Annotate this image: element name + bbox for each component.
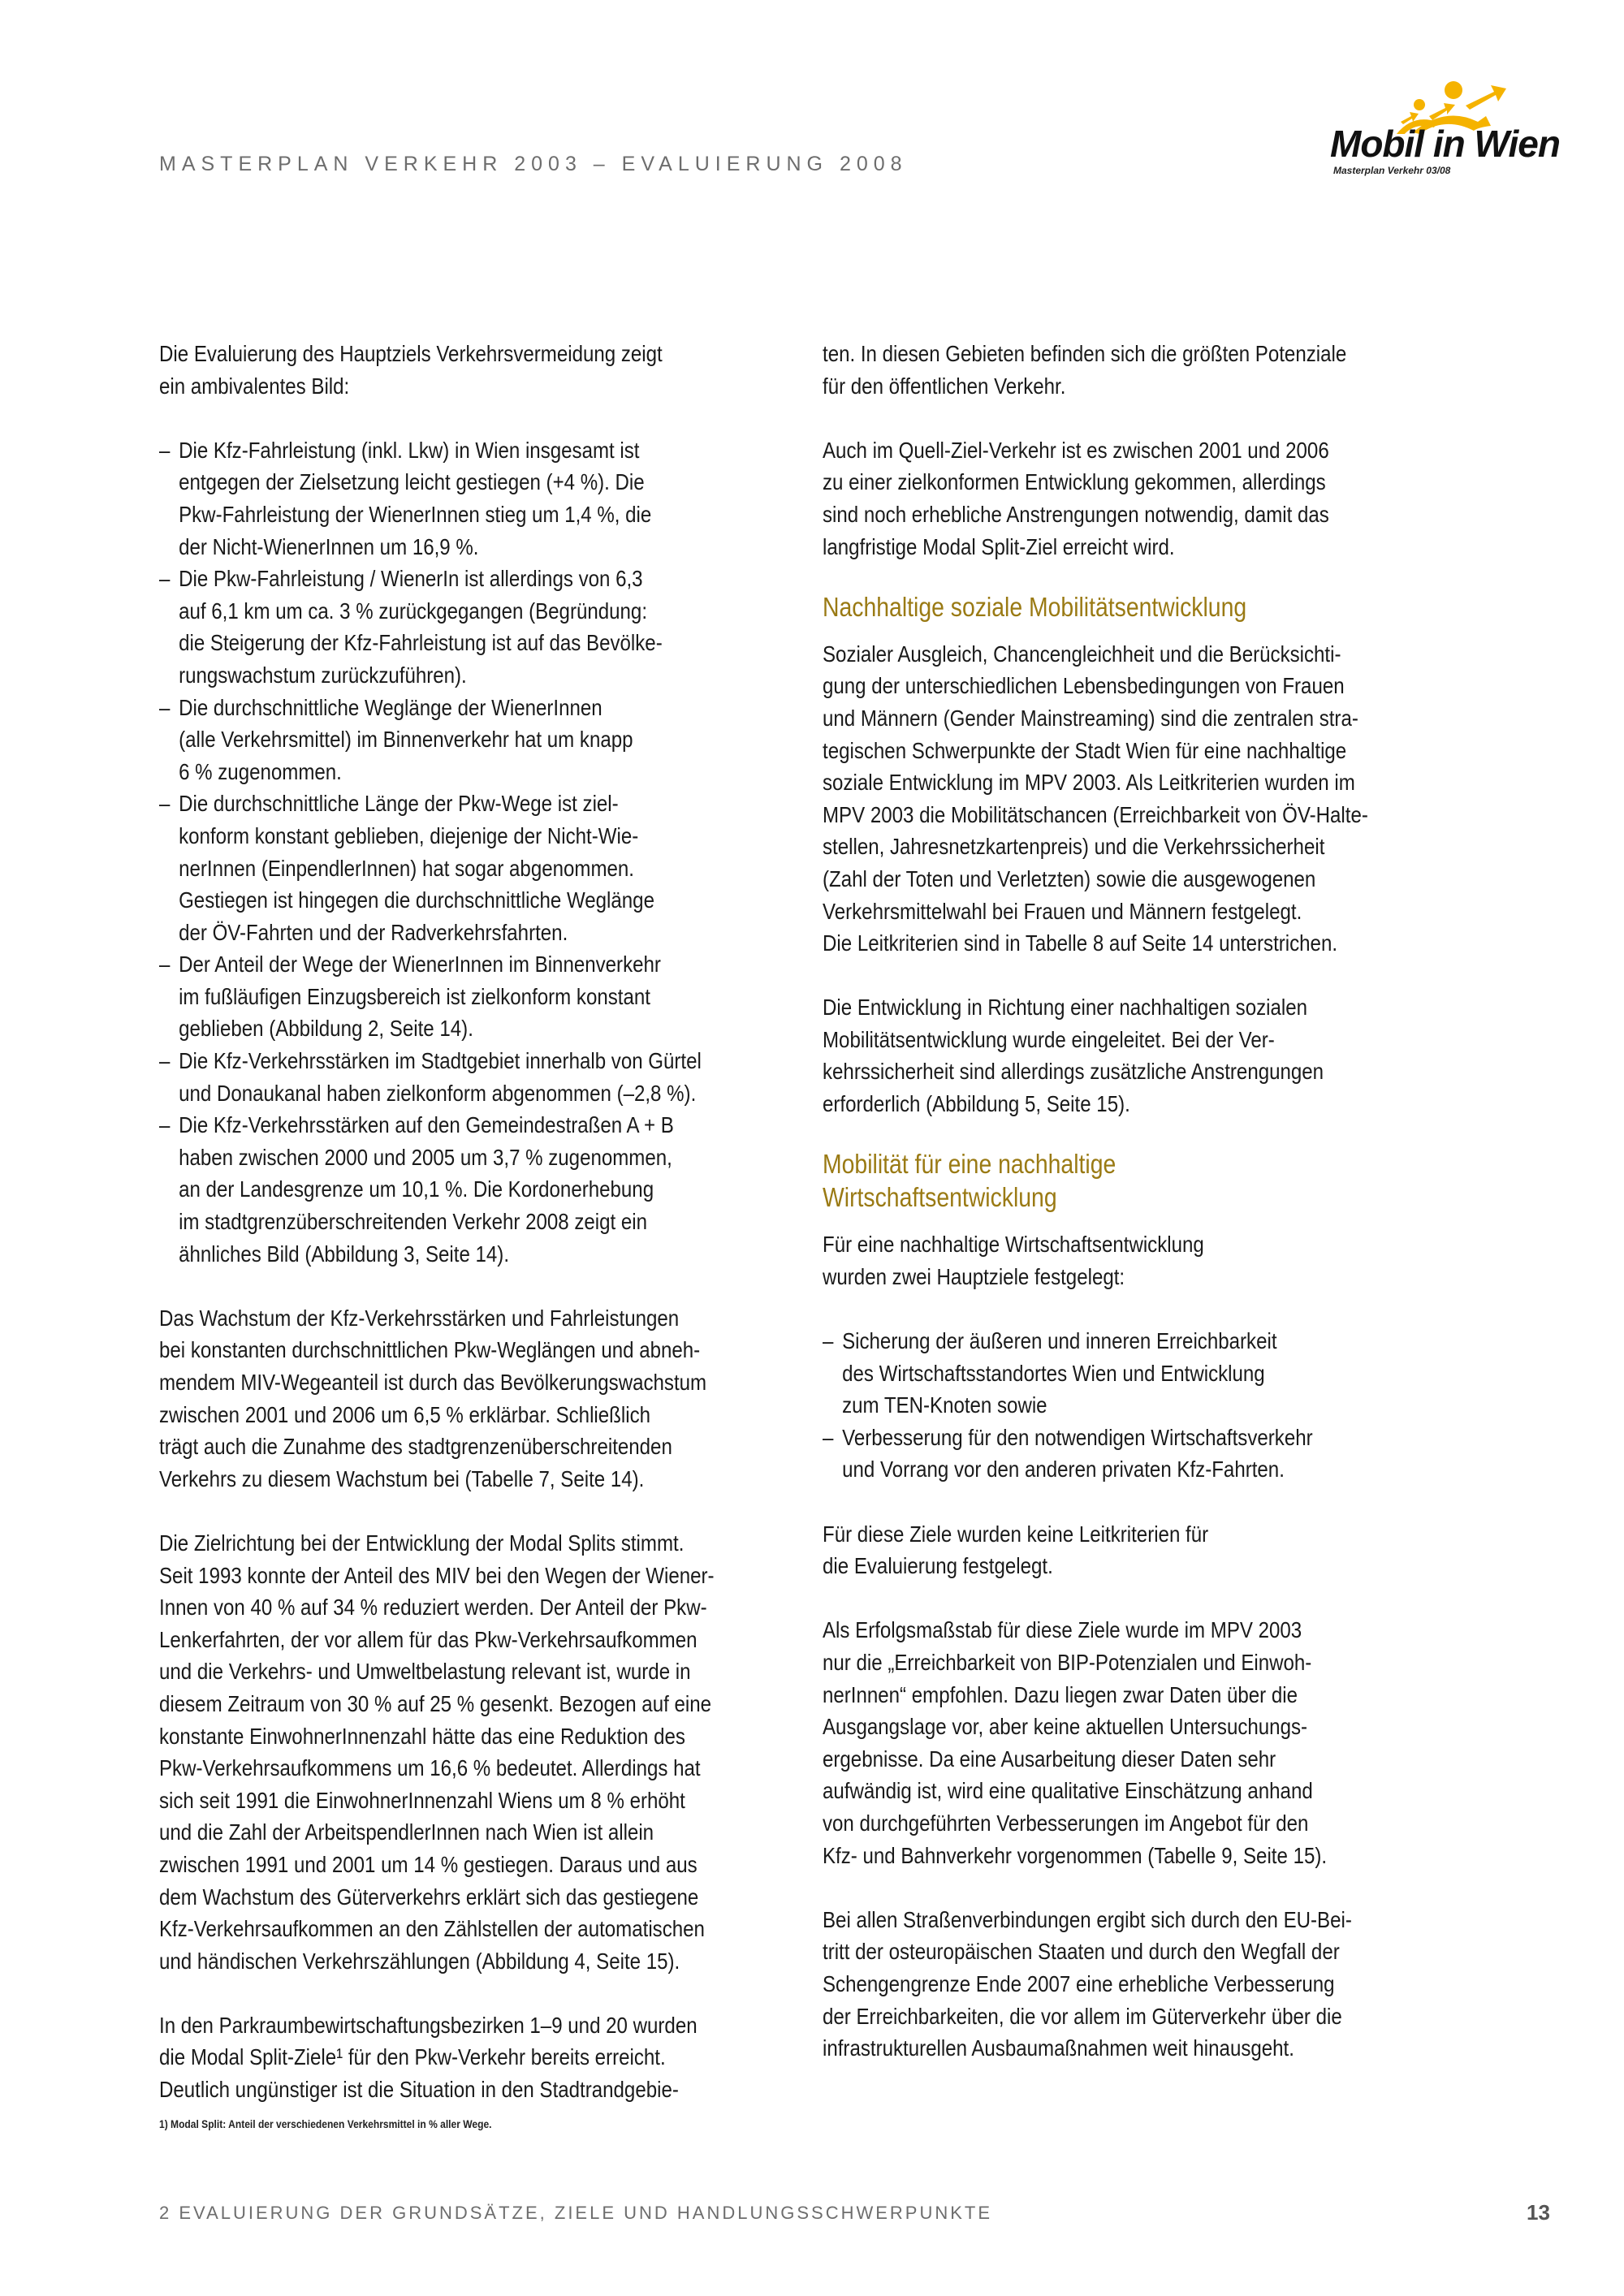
list-dash: – xyxy=(823,1424,834,1450)
text-line: Die durchschnittliche Länge der Pkw-Wege ist ziel- xyxy=(179,791,619,817)
text-line: Die Leitkriterien sind in Tabelle 8 auf Seite 14 unterstrichen. xyxy=(823,930,1338,956)
text-line: Verkehrsmittelwahl bei Frauen und Männern festgelegt. xyxy=(823,898,1302,924)
list-dash: – xyxy=(159,1048,171,1074)
text-line: und händischen Verkehrszählungen (Abbildung 4, Seite 15). xyxy=(159,1948,680,1974)
text-line: Als Erfolgsmaßstab für diese Ziele wurde im MPV 2003 xyxy=(823,1617,1302,1643)
list-item xyxy=(159,948,774,1045)
list-item xyxy=(159,1045,774,1109)
text-line: Kfz- und Bahnverkehr vorgenommen (Tabelle 9, Seite 15). xyxy=(823,1842,1328,1868)
text-line: und Männern (Gender Mainstreaming) sind die zentralen stra- xyxy=(823,705,1358,731)
list-item xyxy=(159,434,774,563)
text-line: für den öffentlichen Verkehr. xyxy=(823,373,1066,399)
logo-title: Mobil in Wien xyxy=(1330,123,1560,165)
text-line: Schengengrenze Ende 2007 eine erhebliche Verbesserung xyxy=(823,1970,1335,1996)
text-line: Pkw-Verkehrsaufkommens um 16,6 % bedeutet. Allerdings hat xyxy=(159,1755,701,1781)
text-line: bei konstanten durchschnittlichen Pkw-Weglängen und abneh- xyxy=(159,1337,701,1363)
text-line: Pkw-Fahrleistung der WienerInnen stieg um 1,4 %, die xyxy=(179,501,652,527)
list-item xyxy=(823,1325,1437,1422)
text-line: tegischen Schwerpunkte der Stadt Wien für eine nachhaltige xyxy=(823,737,1347,763)
text-line: auf 6,1 km um ca. 3 % zurückgegangen (Begründung: xyxy=(179,598,648,624)
text-line: Die Pkw-Fahrleistung / WienerIn ist allerdings von 6,3 xyxy=(179,566,643,592)
text-line: nerInnen (EinpendlerInnen) hat sogar abgenommen. xyxy=(179,855,634,881)
list-item xyxy=(159,788,774,948)
text-line: im fußläufigen Einzugsbereich ist zielkonform konstant xyxy=(179,983,650,1009)
footnote: 1) Modal Split: Anteil der verschiedenen Verkehrsmittel in % aller Wege. xyxy=(159,2117,492,2130)
bullet-list xyxy=(823,1325,1437,1486)
text-line: Kfz-Verkehrsaufkommen an den Zählstellen der automatischen xyxy=(159,1916,705,1942)
list-item xyxy=(823,1422,1437,1486)
text-line: Die Evaluierung des Hauptziels Verkehrsvermeidung zeigt xyxy=(159,341,663,366)
logo-subtitle: Masterplan Verkehr 03/08 xyxy=(1333,165,1451,176)
paragraph xyxy=(159,1302,774,1495)
text-line: erforderlich (Abbildung 5, Seite 15). xyxy=(823,1091,1130,1117)
text-line: Das Wachstum der Kfz-Verkehrsstärken und Fahrleistungen xyxy=(159,1305,680,1331)
paragraph xyxy=(159,338,774,402)
text-line: Seit 1993 konnte der Anteil des MIV bei den Wegen der Wiener- xyxy=(159,1562,715,1588)
text-line: konstante EinwohnerInnenzahl hätte das eine Reduktion des xyxy=(159,1723,685,1749)
text-line: dem Wachstum des Güterverkehrs erklärt sich das gestiegene xyxy=(159,1884,699,1910)
text-line: nerInnen“ empfohlen. Dazu liegen zwar Daten über die xyxy=(823,1681,1298,1707)
running-header-title: MASTERPLAN VERKEHR 2003 – EVALUIERUNG 2008 xyxy=(159,153,908,175)
text-line: infrastrukturellen Ausbaumaßnahmen weit hinausgeht. xyxy=(823,2035,1294,2061)
paragraph xyxy=(823,1228,1437,1293)
text-line: und Donaukanal haben zielkonform abgenommen (–2,8 %). xyxy=(179,1080,697,1106)
text-line: Die Kfz-Verkehrsstärken auf den Gemeindestraßen A + B xyxy=(179,1112,674,1138)
text-line: die Modal Split-Ziele¹ für den Pkw-Verkehr bereits erreicht. xyxy=(159,2044,666,2070)
text-line: Sicherung der äußeren und inneren Erreichbarkeit xyxy=(842,1328,1277,1354)
list-dash: – xyxy=(159,566,171,592)
paragraph xyxy=(823,1904,1437,2065)
text-line: Bei allen Straßenverbindungen ergibt sich durch den EU-Bei- xyxy=(823,1906,1352,1932)
page-number: 13 xyxy=(1527,2200,1550,2225)
heading-line: Wirtschaftsentwicklung xyxy=(823,1182,1057,1213)
text-line: Die Entwicklung in Richtung einer nachhaltigen sozialen xyxy=(823,995,1308,1021)
text-line: zwischen 2001 und 2006 um 6,5 % erklärbar. Schließlich xyxy=(159,1401,651,1427)
text-line: ein ambivalentes Bild: xyxy=(159,373,350,399)
left-text-column xyxy=(159,338,774,2138)
text-line: geblieben (Abbildung 2, Seite 14). xyxy=(179,1016,473,1042)
text-line: Verkehrs zu diesem Wachstum bei (Tabelle 7, Seite 14). xyxy=(159,1465,645,1491)
text-line: Lenkerfahrten, der vor allem für das Pkw-Verkehrsaufkommen xyxy=(159,1626,698,1652)
text-line: Die Kfz-Verkehrsstärken im Stadtgebiet innerhalb von Gürtel xyxy=(179,1048,702,1074)
text-line: Für eine nachhaltige Wirtschaftsentwicklung xyxy=(823,1232,1204,1258)
text-line: sich seit 1991 die EinwohnerInnenzahl Wiens um 8 % erhöht xyxy=(159,1787,685,1813)
mobil-in-wien-logo xyxy=(1324,77,1567,183)
text-line: ten. In diesen Gebieten befinden sich die größten Potenziale xyxy=(823,341,1347,366)
section-heading xyxy=(823,590,1437,624)
list-dash: – xyxy=(159,952,171,978)
text-line: Der Anteil der Wege der WienerInnen im Binnenverkehr xyxy=(179,952,661,978)
paragraph xyxy=(823,991,1437,1120)
heading-line: Mobilität für eine nachhaltige xyxy=(823,1149,1116,1180)
text-line: langfristige Modal Split-Ziel erreicht wird. xyxy=(823,533,1175,559)
text-line: In den Parkraumbewirtschaftungsbezirken 1–9 und 20 wurden xyxy=(159,2012,698,2038)
paragraph xyxy=(823,434,1437,563)
text-line: im stadtgrenzüberschreitenden Verkehr 2008 zeigt ein xyxy=(179,1209,648,1235)
right-text-column xyxy=(823,338,1437,2096)
text-line: (Zahl der Toten und Verletzten) sowie die ausgewogenen xyxy=(823,865,1316,891)
text-line: konform konstant geblieben, diejenige der Nicht-Wie- xyxy=(179,822,639,848)
text-line: (alle Verkehrsmittel) im Binnenverkehr hat um knapp xyxy=(179,727,633,753)
list-dash: – xyxy=(159,437,171,463)
text-line: zu einer zielkonformen Entwicklung gekommen, allerdings xyxy=(823,469,1326,495)
text-line: Ausgangslage vor, aber keine aktuellen Untersuchungs- xyxy=(823,1714,1308,1740)
paragraph xyxy=(159,1527,774,1977)
paragraph xyxy=(823,1614,1437,1871)
text-line: gung der unterschiedlichen Lebensbedingungen von Frauen xyxy=(823,673,1345,699)
list-item xyxy=(159,563,774,691)
text-line: sind noch erhebliche Anstrengungen notwendig, damit das xyxy=(823,501,1329,527)
paragraph xyxy=(823,338,1437,402)
text-line: an der Landesgrenze um 10,1 %. Die Kordonerhebung xyxy=(179,1176,654,1202)
text-line: und Vorrang vor den anderen privaten Kfz-Fahrten. xyxy=(842,1457,1285,1482)
list-item xyxy=(159,1109,774,1270)
text-line: aufwändig ist, wird eine qualitative Einschätzung anhand xyxy=(823,1778,1313,1804)
footer-chapter-title: 2 EVALUIERUNG DER GRUNDSÄTZE, ZIELE UND HANDLUNGSSCHWERPUNKTE xyxy=(159,2203,993,2223)
text-line: soziale Entwicklung im MPV 2003. Als Leitkriterien wurden im xyxy=(823,770,1355,796)
text-line: die Evaluierung festgelegt. xyxy=(823,1553,1053,1579)
list-dash: – xyxy=(159,694,171,720)
text-line: Für diese Ziele wurden keine Leitkriterien für xyxy=(823,1521,1209,1547)
paragraph xyxy=(823,638,1437,960)
text-line: ergebnisse. Da eine Ausarbeitung dieser Daten sehr xyxy=(823,1746,1276,1772)
text-line: der ÖV-Fahrten und der Radverkehrsfahrten. xyxy=(179,919,568,945)
text-line: Gestiegen ist hingegen die durchschnittliche Weglänge xyxy=(179,887,654,913)
text-line: stellen, Jahresnetzkartenpreis) und die Verkehrssicherheit xyxy=(823,834,1325,860)
text-line: entgegen der Zielsetzung leicht gestiegen (+4 %). Die xyxy=(179,469,645,495)
text-line: Verbesserung für den notwendigen Wirtschaftsverkehr xyxy=(842,1424,1313,1450)
paragraph xyxy=(159,2009,774,2106)
text-line: kehrssicherheit sind allerdings zusätzliche Anstrengungen xyxy=(823,1059,1324,1085)
list-dash: – xyxy=(823,1328,834,1354)
text-line: rungswachstum zurückzuführen). xyxy=(179,662,467,688)
text-line: tritt der osteuropäischen Staaten und durch den Wegfall der xyxy=(823,1939,1340,1965)
text-line: des Wirtschaftsstandortes Wien und Entwicklung xyxy=(842,1360,1265,1386)
list-dash: – xyxy=(159,791,171,817)
text-line: zum TEN-Knoten sowie xyxy=(842,1392,1047,1418)
text-line: Die durchschnittliche Weglänge der WienerInnen xyxy=(179,694,603,720)
text-line: wurden zwei Hauptziele festgelegt: xyxy=(823,1263,1125,1289)
section-heading xyxy=(823,1147,1437,1214)
text-line: 6 % zugenommen. xyxy=(179,758,342,784)
bullet-list xyxy=(159,434,774,1270)
text-line: von durchgeführten Verbesserungen im Angebot für den xyxy=(823,1810,1309,1836)
text-line: MPV 2003 die Mobilitätschancen (Erreichbarkeit von ÖV-Halte- xyxy=(823,801,1368,827)
text-line: Auch im Quell-Ziel-Verkehr ist es zwischen 2001 und 2006 xyxy=(823,437,1329,463)
text-line: und die Zahl der ArbeitspendlerInnen nach Wien ist allein xyxy=(159,1819,654,1845)
text-line: und die Verkehrs- und Umweltbelastung relevant ist, wurde in xyxy=(159,1659,691,1685)
text-line: Innen von 40 % auf 34 % reduziert werden. Der Anteil der Pkw- xyxy=(159,1595,707,1621)
text-line: Mobilitätsentwicklung wurde eingeleitet. Bei der Ver- xyxy=(823,1026,1275,1052)
paragraph xyxy=(823,1518,1437,1582)
text-line: ähnliches Bild (Abbildung 3, Seite 14). xyxy=(179,1241,510,1267)
list-dash: – xyxy=(159,1112,171,1138)
text-line: zwischen 1991 und 2001 um 14 % gestiegen. Daraus und aus xyxy=(159,1851,698,1877)
text-line: Die Kfz-Fahrleistung (inkl. Lkw) in Wien insgesamt ist xyxy=(179,437,640,463)
text-line: Sozialer Ausgleich, Chancengleichheit und die Berücksichti- xyxy=(823,641,1341,667)
list-item xyxy=(159,692,774,788)
heading-line: Nachhaltige soziale Mobilitätsentwicklung xyxy=(823,591,1247,622)
text-line: trägt auch die Zunahme des stadtgrenzenüberschreitenden xyxy=(159,1434,672,1460)
text-line: die Steigerung der Kfz-Fahrleistung ist auf das Bevölke- xyxy=(179,630,663,656)
text-line: der Nicht-WienerInnen um 16,9 %. xyxy=(179,533,479,559)
text-line: der Erreichbarkeiten, die vor allem im Güterverkehr über die xyxy=(823,2003,1342,2029)
text-line: haben zwischen 2000 und 2005 um 3,7 % zugenommen, xyxy=(179,1144,672,1170)
text-line: Die Zielrichtung bei der Entwicklung der Modal Splits stimmt. xyxy=(159,1530,685,1556)
text-line: Deutlich ungünstiger ist die Situation in den Stadtrandgebie- xyxy=(159,2077,679,2103)
text-line: mendem MIV-Wegeanteil ist durch das Bevölkerungswachstum xyxy=(159,1370,707,1395)
text-line: diesem Zeitraum von 30 % auf 25 % gesenkt. Bezogen auf eine xyxy=(159,1690,712,1716)
text-line: nur die „Erreichbarkeit von BIP-Potenzialen und Einwoh- xyxy=(823,1649,1312,1675)
